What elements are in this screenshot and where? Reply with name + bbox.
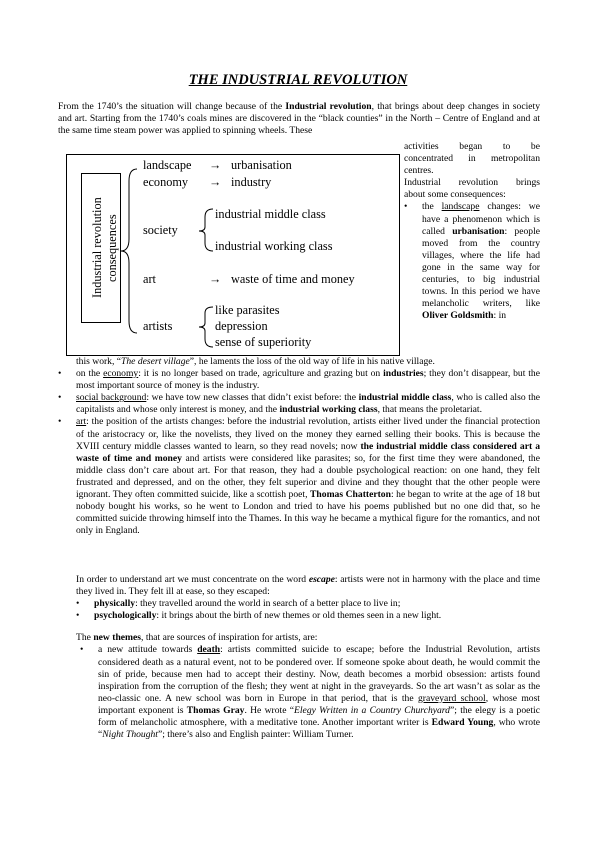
diagram-economy: economy	[143, 175, 189, 189]
diagram-artists-depression: depression	[215, 319, 268, 333]
diagram-industry: industry	[231, 175, 272, 189]
bullet-icon: •	[80, 644, 84, 656]
body-bullets	[58, 356, 540, 537]
escape-paragraph: In order to understand art we must concentrate on the word escape: artists were not in harmony with the place and time they lived in. They felt ill at ease, so they escaped:	[76, 574, 540, 598]
bullet-icon: •	[76, 598, 80, 610]
arrow-icon: →	[209, 175, 222, 189]
diagram-landscape: landscape	[143, 158, 192, 172]
page-title: THE INDUSTRIAL REVOLUTION	[188, 72, 408, 88]
diagram-art-result: waste of time and money	[231, 272, 355, 286]
bullet-icon: •	[58, 368, 62, 380]
diagram-society-working: industrial working class	[215, 239, 333, 253]
diagram-artists-parasites: like parasites	[215, 303, 280, 317]
diagram-society: society	[143, 223, 178, 237]
social-item: • social background: we have tow new classes that didn’t exist before: the industrial middle class, who is called also the capitalists and whose only interest is money, and the industrial working class, that means the proletariat.	[58, 392, 540, 416]
arrow-icon: →	[209, 272, 222, 286]
physically-item: • physically: they travelled around the world in search of a better place to live in;	[76, 598, 401, 610]
economy-item: • on the economy: it is no longer based on trade, agriculture and grazing but on industries; they don’t disappear, but the most important source of money is the industry.	[58, 368, 540, 392]
death-item: • a new attitude towards death: artists committed suicide to escape; before the Industrial Revolution, artists considered death as a natural event, not to be pondered over. If someone spoke about death, he would commit the sin of pride, because men had to accept their destiny. Now, death becomes a morbid obsession: artists found inspiration from the corruption of the flesh; they went at night in the graveyards. So the art wasn’t as solar as the neo-classic one. A new school was born in Europe in that period, that is the graveyard school, whose most important exponent is Thomas Gray. He wrote “Elegy Written in a Country Churchyard”; the elegy is a poetic form of melancholic atmosphere, with a meditative tone. Another important writer is Edward Young, who wrote “Night Thought”; there’s also and English painter: William Turner.	[80, 644, 541, 741]
intro-paragraph: From the 1740’s the situation will change because of the Industrial revolution, that brings about deep changes in society and art. Starting from the 1740’s coals mines are discovered in the “black counties” in the North – Centre of England and at the same time steam power was applied to spinning wheels. These	[58, 101, 540, 137]
art-item: • art: the position of the artists changes: before the industrial revolution, artists either lived under the financial protection of the aristocracy or, like the novelists, they lived on the money they earned selling their books. This is because the XVIII century middle classes wanted to learn, so they read novels; now the industrial middle class considered art a waste of time and money and artists were considered like parasites; so, for the first time they were abandoned, the middle class don’t care about art. For that reason, they had a double psychological reaction: on one hand, they felt frustrated and depressed, and on the other, they felt superior and divine and they thought that the other people were ignorant. They often committed suicide, like a scottish poet, Thomas Chatterton: he began to write at the age of 18 but nobody bought his works, so he went to London and tried to have his poems published but no one did that, so he committed suicide throwing himself into the Thames. In this way he became a mythical figure for the romantics, and not only in England.	[58, 416, 541, 537]
diagram-artists-superiority: sense of superiority	[215, 335, 312, 349]
landscape-item: • the landscape changes: we have a phenomenon which is called urbanisation: people moved from the country villages, where the life had gone in the same way for centuries, to big industrial towns. In this period we have melancholic writers, like Oliver Goldsmith: in	[404, 201, 540, 322]
bullet-icon: •	[76, 610, 80, 622]
diagram-art: art	[143, 272, 156, 286]
bullet-icon: •	[404, 201, 408, 213]
diagram-urbanisation: urbanisation	[231, 158, 292, 172]
diagram-artists: artists	[143, 319, 173, 333]
continued-line: this work, “The desert village”, he laments the loss of the old way of life in his native village.	[76, 356, 435, 367]
escape-section	[76, 574, 540, 741]
psychologically-item: • psychologically: it brings about the birth of new themes or old themes seen in a new light.	[76, 610, 442, 622]
side-column: activities began to be concentrated in metropolitan centres. Industrial revolution brings about some consequences: • the landscape changes: we have a phenomenon which is called urbanisation: people moved from the country villages, where the life had gone in the same way for centuries, to big industrial towns. In this period we have melancholic writers, like Oliver Goldsmith: in	[404, 141, 540, 322]
bullet-icon: •	[58, 416, 62, 428]
themes-paragraph: The new themes, that are sources of inspiration for artists, are:	[76, 632, 318, 644]
bullet-icon: •	[58, 392, 62, 404]
diagram-society-middle: industrial middle class	[215, 207, 326, 221]
arrow-icon: →	[209, 158, 222, 172]
consequences-diagram	[66, 154, 400, 356]
vertical-label: Industrial revolution consequences	[90, 197, 119, 299]
